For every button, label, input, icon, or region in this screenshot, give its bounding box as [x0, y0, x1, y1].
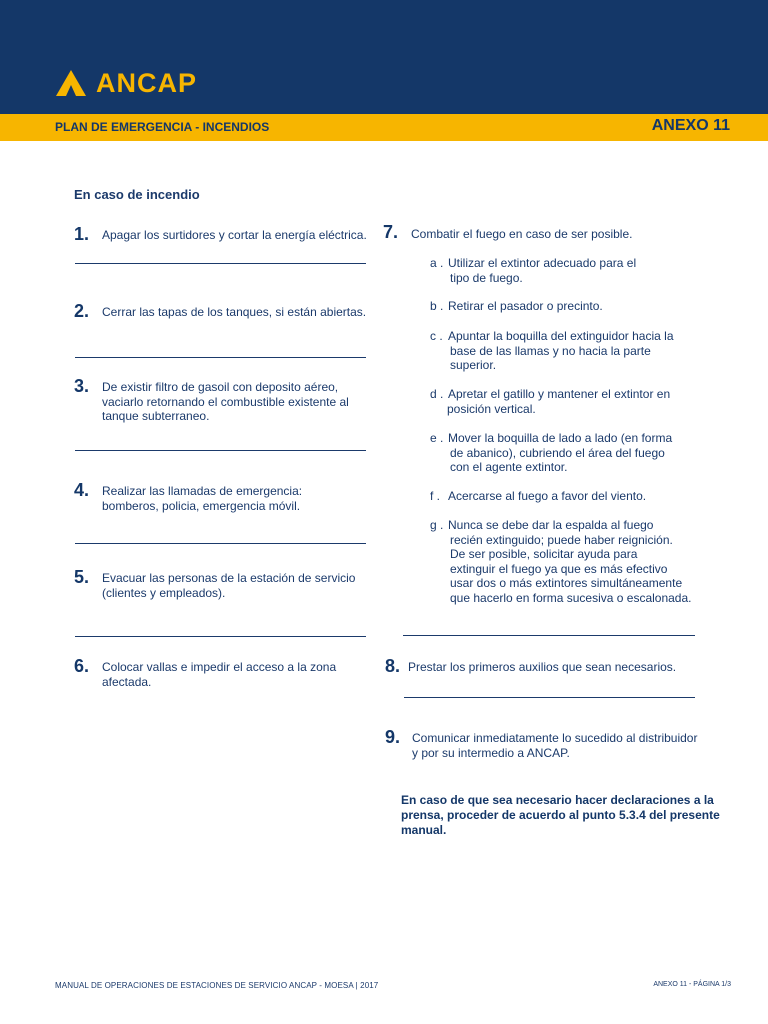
substep-line: base de las llamas y no hacia la parte — [450, 343, 651, 358]
substep-line: De ser posible, solicitar ayuda para — [450, 547, 638, 561]
step-number: 2. — [74, 301, 90, 321]
step-line: Combatir el fuego en caso de ser posible. — [411, 227, 633, 241]
divider — [75, 357, 366, 358]
press-note: En caso de que sea necesario hacer declaraciones a la prensa, proceder de acuerdo al punto 5.3.4 del presente manual. — [401, 793, 720, 837]
step-text — [102, 305, 382, 320]
substep-line: Utilizar el extintor adecuado para el — [448, 256, 637, 270]
ancap-logo — [55, 68, 197, 98]
substep-d — [430, 387, 730, 416]
step-number: 4. — [74, 480, 90, 500]
step-line: Realizar las llamadas de emergencia: — [102, 484, 303, 498]
substep-line: superior. — [450, 358, 497, 372]
substep-line: Apuntar la boquilla del extinguidor hacia la — [448, 329, 674, 343]
step-number: 8. — [385, 656, 401, 676]
footer-page: ANEXO 11 - PÁGINA 1/3 — [653, 981, 731, 988]
substep-a — [430, 256, 730, 285]
step-line: Evacuar las personas de la estación de servicio — [102, 571, 356, 585]
step-line: Cerrar las tapas de los tanques, si están abiertas. — [102, 305, 367, 319]
divider — [75, 543, 366, 544]
step-number: 9. — [385, 727, 401, 747]
step-line: tanque subterraneo. — [102, 409, 210, 423]
triangle-logo-icon — [55, 69, 87, 97]
substep-line: de abanico), cubriendo el área del fuego — [450, 445, 665, 460]
step-text — [102, 484, 382, 513]
document-title: PLAN DE EMERGENCIA - INCENDIOS — [55, 120, 270, 134]
substep-g — [430, 518, 740, 605]
step-text — [102, 228, 382, 243]
substep-letter: e . — [430, 431, 444, 445]
logo-text: ANCAP — [96, 68, 198, 98]
substep-line: posición vertical. — [447, 401, 536, 416]
substep-letter: b . — [430, 299, 444, 313]
step-text — [102, 571, 382, 600]
step-line: (clientes y empleados). — [102, 585, 226, 600]
step-number: 1. — [74, 224, 90, 244]
step-line: Prestar los primeros auxilios que sean necesarios. — [408, 660, 677, 674]
substep-c — [430, 329, 730, 373]
substep-letter: g . — [430, 518, 444, 532]
substep-line: Retirar el pasador o precinto. — [448, 299, 603, 313]
substep-letter: f . — [430, 489, 441, 503]
section-title: En caso de incendio — [74, 187, 200, 202]
substep-e — [430, 431, 730, 475]
divider — [75, 636, 366, 637]
step-number: 3. — [74, 376, 90, 396]
step-text — [411, 227, 711, 242]
substep-letter: a . — [430, 256, 444, 270]
step-text — [408, 660, 708, 675]
footer-manual: MANUAL DE OPERACIONES DE ESTACIONES DE SERVICIO ANCAP - MOESA | 2017 — [55, 981, 379, 990]
substep-line: usar dos o más extintores simultáneamente — [450, 576, 683, 590]
step-text — [412, 731, 722, 760]
substep-line: Mover la boquilla de lado a lado (en forma — [448, 431, 673, 445]
step-line: Comunicar inmediatamente lo sucedido al distribuidor — [412, 731, 698, 745]
substep-line: Acercarse al fuego a favor del viento. — [448, 489, 647, 503]
substep-line: recién extinguido; puede haber reignición. — [450, 532, 673, 547]
substep-letter: c . — [430, 329, 443, 343]
substep-line: con el agente extintor. — [450, 460, 568, 474]
substep-line: Nunca se debe dar la espalda al fuego — [448, 518, 654, 532]
step-line: afectada. — [102, 674, 152, 689]
divider — [75, 450, 366, 451]
substep-line: que hacerlo en forma sucesiva o escalonada. — [450, 590, 692, 605]
divider — [75, 263, 366, 264]
step-line: vaciarlo retornando el combustible existente al — [102, 394, 349, 409]
step-line: Colocar vallas e impedir el acceso a la zona — [102, 660, 337, 674]
substep-b — [430, 299, 730, 314]
divider — [403, 635, 695, 636]
step-line: De existir filtro de gasoil con deposito aéreo, — [102, 380, 339, 394]
substep-f — [430, 489, 730, 504]
divider — [404, 697, 695, 698]
step-text — [102, 660, 382, 689]
step-line: y por su intermedio a ANCAP. — [412, 745, 570, 760]
title-band — [0, 114, 768, 141]
annex-label: ANEXO 11 — [651, 117, 730, 134]
substep-letter: d . — [430, 387, 444, 401]
substep-line: extinguir el fuego ya que es más efectivo — [450, 561, 668, 576]
substep-line: tipo de fuego. — [450, 270, 523, 285]
substep-line: Apretar el gatillo y mantener el extintor en — [448, 387, 671, 401]
page-header — [0, 0, 768, 114]
step-text — [102, 380, 382, 424]
step-line: bomberos, policia, emergencia móvil. — [102, 498, 301, 513]
step-number: 6. — [74, 656, 90, 676]
step-number: 7. — [383, 222, 399, 242]
step-number: 5. — [74, 567, 90, 587]
step-line: Apagar los surtidores y cortar la energía eléctrica. — [102, 228, 367, 242]
